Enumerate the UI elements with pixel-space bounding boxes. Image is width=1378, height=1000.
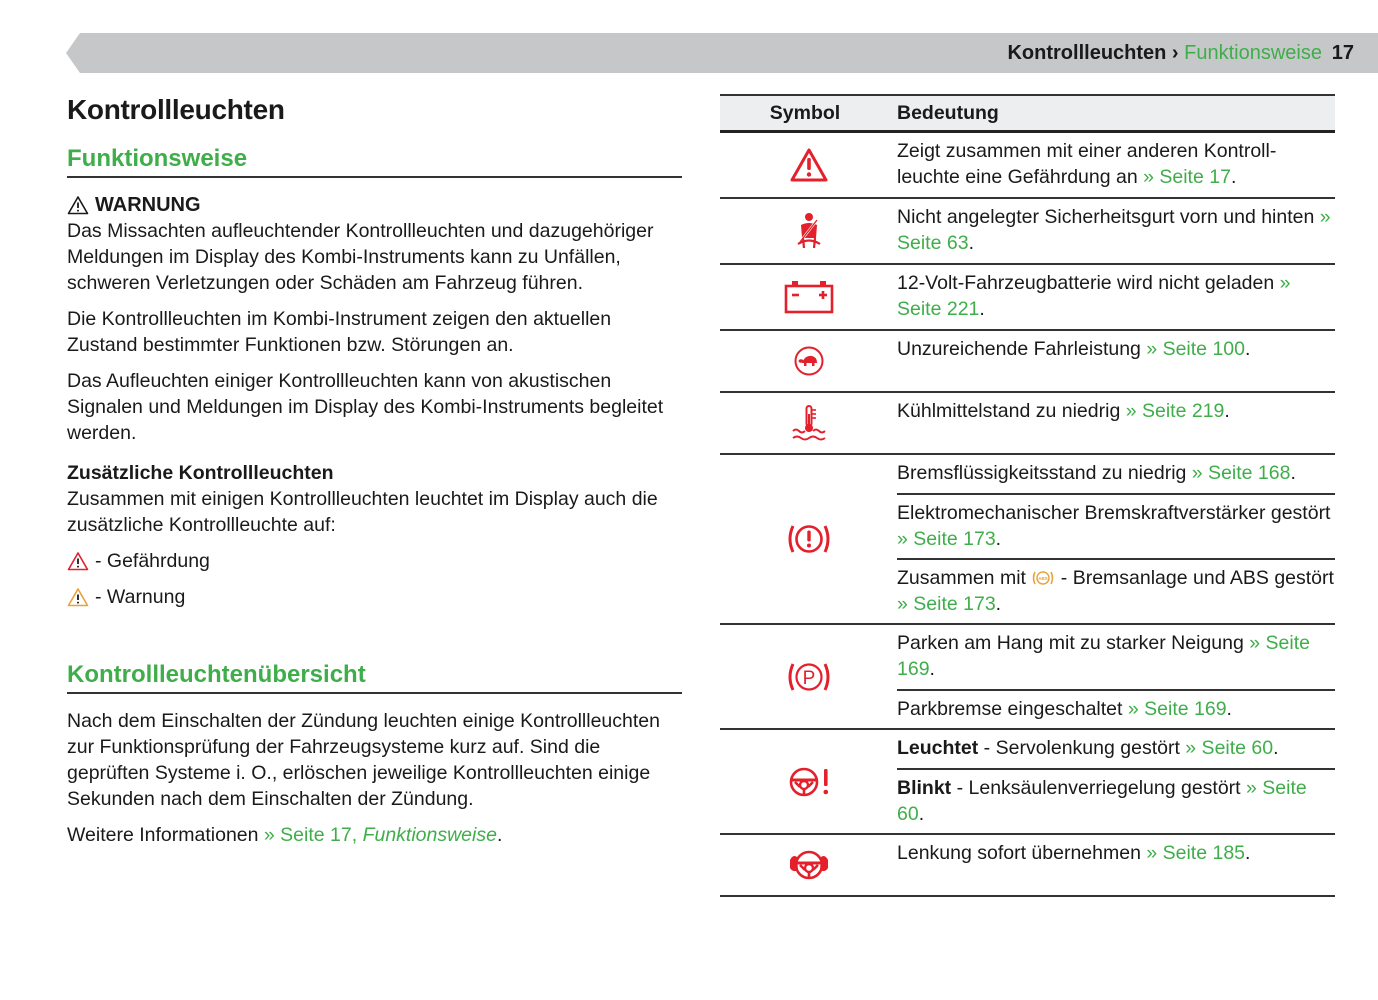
abs-icon xyxy=(1031,569,1055,587)
legend-item-warning xyxy=(67,584,682,610)
page-link[interactable]: » Seite 169 xyxy=(1127,698,1227,720)
more-info-link[interactable]: » Seite 17, xyxy=(263,824,363,846)
page-title: Kontrollleuchten xyxy=(67,94,285,125)
table-row xyxy=(720,393,1335,455)
breadcrumb xyxy=(1007,33,1322,73)
page-link[interactable]: » Seite 221 xyxy=(897,272,1291,320)
page-link[interactable]: » Seite 219 xyxy=(1125,400,1225,422)
table-cell-meaning: Leuchtet - Servolenkung gestört » Seite 60. xyxy=(897,737,1279,759)
warning-lights-table xyxy=(720,94,1335,897)
page-link[interactable]: » Seite 173 xyxy=(897,528,996,550)
breadcrumb-main: Kontrollleuchten xyxy=(1007,42,1167,64)
more-info xyxy=(67,822,682,848)
table-row xyxy=(720,199,1335,265)
more-info-text: Weitere Informationen xyxy=(67,824,264,846)
page-link[interactable]: » Seite 185 xyxy=(1146,842,1246,864)
more-info-suffix: . xyxy=(496,824,503,846)
section-heading-funktionsweise: Funktionsweise xyxy=(67,144,682,178)
warning-heading xyxy=(67,192,682,218)
warning-outline-icon xyxy=(67,195,89,215)
legend-item-danger xyxy=(67,548,682,574)
hands-on-wheel-icon xyxy=(786,848,832,882)
more-info-link-title[interactable]: Funktionsweise xyxy=(362,824,497,846)
left-column xyxy=(67,92,682,848)
svg-text:ABS: ABS xyxy=(1038,576,1049,581)
turtle-icon xyxy=(793,345,825,377)
parking-brake-icon xyxy=(786,659,832,695)
battery-icon xyxy=(784,280,834,314)
table-cell-meaning: Kühlmittelstand zu niedrig » Seite 219. xyxy=(897,400,1230,422)
column-header-symbol: Symbol xyxy=(769,101,841,124)
danger-triangle-icon xyxy=(789,147,829,183)
paragraph-1: Die Kontrollleuchten im Kombi-Instrument zeigen den aktuellen Zustand bestimmter Funktionen bzw. Störungen an. xyxy=(67,308,612,356)
breadcrumb-sub[interactable]: Funktionsweise xyxy=(1184,42,1322,64)
table-row xyxy=(720,455,1335,625)
table-cell-meaning: Parken am Hang mit zu starker Neigung » Seite 169. xyxy=(897,632,1310,680)
table-cell-meaning: Lenkung sofort übernehmen » Seite 185. xyxy=(897,842,1251,864)
page-link[interactable]: » Seite 100 xyxy=(1146,338,1245,360)
warning-text: Das Missachten aufleuchtender Kontrollleuchten und dazugehöriger Meldungen im Display des Kombi-Instruments kann zu Unfällen, schweren Verletzungen oder Schäden am Fahrzeug führen. xyxy=(67,220,654,294)
table-row xyxy=(720,730,1335,835)
seatbelt-icon xyxy=(792,212,826,250)
page-link[interactable]: » Seite 173 xyxy=(897,593,996,615)
table-cell-meaning: Zusammen mit ABS - Bremsanlage und ABS gestört » Seite 173. xyxy=(897,558,1335,623)
subheading-additional-lights: Zusätzliche Kontrollleuchten xyxy=(67,462,334,484)
paragraph-2: Das Aufleuchten einiger Kontrollleuchten kann von akustischen Signalen und Meldungen im Display des Kombi-Instruments begleitet werden. xyxy=(67,370,664,444)
table-cell-meaning: Zeigt zusammen mit einer anderen Kontroll-leuchte eine Gefährdung an » Seite 17. xyxy=(897,140,1277,188)
table-row xyxy=(720,625,1335,730)
page-link[interactable]: » Seite 168 xyxy=(1191,462,1291,484)
overview-paragraph: Nach dem Einschalten der Zündung leuchten einige Kontrollleuchten zur Funktionsprüfung der Fahrzeugsysteme kurz auf. Sind die geprüften Systeme i. O., erlöschen jeweilige Kontrollleuchten einige Sekunden nach dem Einschalten der Zündung. xyxy=(67,710,660,810)
table-cell-meaning: Nicht angelegter Sicherheitsgurt vorn und hinten » Seite 63. xyxy=(897,206,1331,254)
svg-text:P: P xyxy=(802,667,815,689)
brake-warning-icon xyxy=(786,521,832,557)
column-header-meaning: Bedeutung xyxy=(897,101,999,124)
table-cell-meaning: Elektromechanischer Bremskraftverstärker gestört » Seite 173. xyxy=(897,493,1335,558)
subheading-text: Zusammen mit einigen Kontrollleuchten leuchtet im Display auch die zusätzliche Kontrollleuchte auf: xyxy=(67,488,658,536)
page-link[interactable]: » Seite 60 xyxy=(897,777,1307,825)
table-cell-meaning: Blinkt - Lenksäulenverriegelung gestört » Seite 60. xyxy=(897,768,1335,833)
breadcrumb-separator: › xyxy=(1166,42,1185,64)
section-heading-overview: Kontrollleuchtenübersicht xyxy=(67,660,682,694)
state-label: Blinkt xyxy=(897,777,952,799)
table-cell-meaning: Unzureichende Fahrleistung » Seite 100. xyxy=(897,338,1251,360)
legend-label: - Gefährdung xyxy=(95,550,210,572)
table-row xyxy=(720,835,1335,897)
page-link[interactable]: » Seite 169 xyxy=(897,632,1310,680)
table-row xyxy=(720,133,1335,199)
table-cell-meaning: 12-Volt-Fahrzeugbatterie wird nicht geladen » Seite 221. xyxy=(897,272,1291,320)
page-link[interactable]: » Seite 17 xyxy=(1143,166,1231,188)
coolant-temperature-icon xyxy=(789,404,829,442)
table-cell-meaning: Parkbremse eingeschaltet » Seite 169. xyxy=(897,689,1335,728)
table-header xyxy=(720,94,1335,133)
warning-triangle-amber-icon xyxy=(67,587,89,607)
state-label: Leuchtet xyxy=(897,737,979,759)
page-number: 17 xyxy=(1331,42,1354,64)
warning-triangle-red-icon xyxy=(67,551,89,571)
page-link[interactable]: » Seite 60 xyxy=(1185,737,1274,759)
table-row xyxy=(720,331,1335,393)
table-row xyxy=(720,265,1335,331)
legend-label: - Warnung xyxy=(95,586,186,608)
steering-warning-icon xyxy=(786,765,832,799)
warning-label: WARNUNG xyxy=(95,194,201,216)
table-cell-meaning: Bremsflüssigkeitsstand zu niedrig » Seite 168. xyxy=(897,462,1296,484)
page-link[interactable]: » Seite 63 xyxy=(897,206,1331,254)
